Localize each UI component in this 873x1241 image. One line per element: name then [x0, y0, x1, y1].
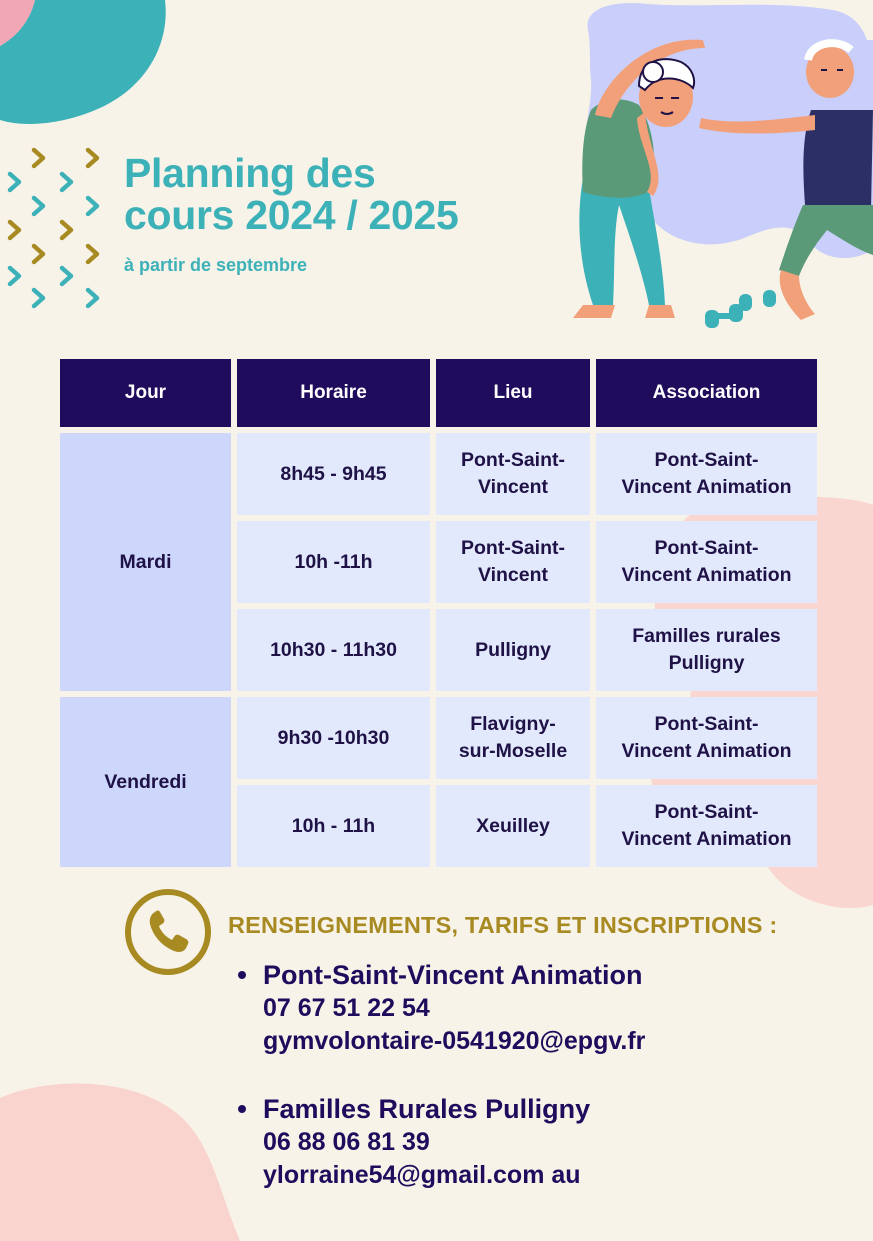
association-cell [596, 521, 817, 603]
lieu-line: Vincent [477, 564, 549, 586]
contact-item [232, 958, 645, 1058]
association-cell [596, 609, 817, 691]
table-row [60, 433, 817, 515]
association-line: Vincent Animation [621, 564, 792, 586]
lieu-cell [436, 433, 590, 515]
association-line: Vincent Animation [621, 476, 792, 498]
table-row [60, 697, 817, 779]
info-heading: RENSEIGNEMENTS, TARIFS ET INSCRIPTIONS : [228, 912, 778, 938]
header-jour: Jour [60, 359, 231, 427]
contacts-list [232, 958, 645, 1226]
contact-email[interactable]: ylorraine54@gmail.com au [263, 1161, 581, 1189]
horaire-cell: 10h -11h [237, 521, 430, 603]
header-lieu: Lieu [436, 359, 590, 427]
lieu-cell [436, 521, 590, 603]
association-line: Vincent Animation [621, 828, 792, 850]
association-line: Pulligny [668, 652, 745, 674]
contact-email[interactable]: gymvolontaire-0541920@epgv.fr [263, 1027, 646, 1055]
association-cell [596, 433, 817, 515]
lieu-cell [436, 785, 590, 867]
lieu-line: sur-Moselle [458, 740, 568, 762]
lieu-line: Flavigny- [470, 713, 556, 735]
contact-item [232, 1092, 645, 1192]
lieu-cell [436, 609, 590, 691]
horaire-cell: 9h30 -10h30 [237, 697, 430, 779]
lieu-cell [436, 697, 590, 779]
header-association: Association [596, 359, 817, 427]
page-title [124, 152, 459, 236]
day-cell: Mardi [60, 433, 231, 691]
bullet-icon [238, 1105, 246, 1113]
horaire-cell: 8h45 - 9h45 [237, 433, 430, 515]
day-cell: Vendredi [60, 697, 231, 867]
table-header-row [60, 359, 817, 427]
contact-org: Pont-Saint-Vincent Animation [263, 960, 643, 990]
association-line: Pont-Saint- [654, 713, 759, 735]
association-line: Pont-Saint- [654, 801, 759, 823]
association-line: Pont-Saint- [654, 537, 759, 559]
seniors-exercising-illustration [553, 0, 873, 345]
association-line: Pont-Saint- [654, 449, 759, 471]
header-horaire: Horaire [237, 359, 430, 427]
association-cell [596, 697, 817, 779]
association-cell [596, 785, 817, 867]
lieu-line: Pont-Saint- [461, 449, 565, 471]
lieu-line: Vincent [477, 476, 549, 498]
chevron-pattern-decoration [4, 146, 114, 316]
lieu-line: Xeuilley [476, 814, 550, 837]
page-subtitle: à partir de septembre [124, 255, 308, 275]
horaire-cell: 10h30 - 11h30 [237, 609, 430, 691]
phone-icon [122, 886, 214, 978]
title-line-1: Planning des [124, 150, 376, 196]
association-line: Familles rurales [632, 625, 781, 647]
contact-phone[interactable]: 07 67 51 22 54 [263, 994, 430, 1022]
schedule-table [54, 353, 823, 873]
association-line: Vincent Animation [621, 740, 792, 762]
lieu-line: Pulligny [475, 638, 551, 661]
lieu-line: Pont-Saint- [461, 537, 565, 559]
contact-org: Familles Rurales Pulligny [263, 1094, 591, 1124]
title-line-2: cours 2024 / 2025 [124, 192, 459, 238]
contact-phone[interactable]: 06 88 06 81 39 [263, 1128, 430, 1156]
horaire-cell: 10h - 11h [237, 785, 430, 867]
bullet-icon [238, 971, 246, 979]
